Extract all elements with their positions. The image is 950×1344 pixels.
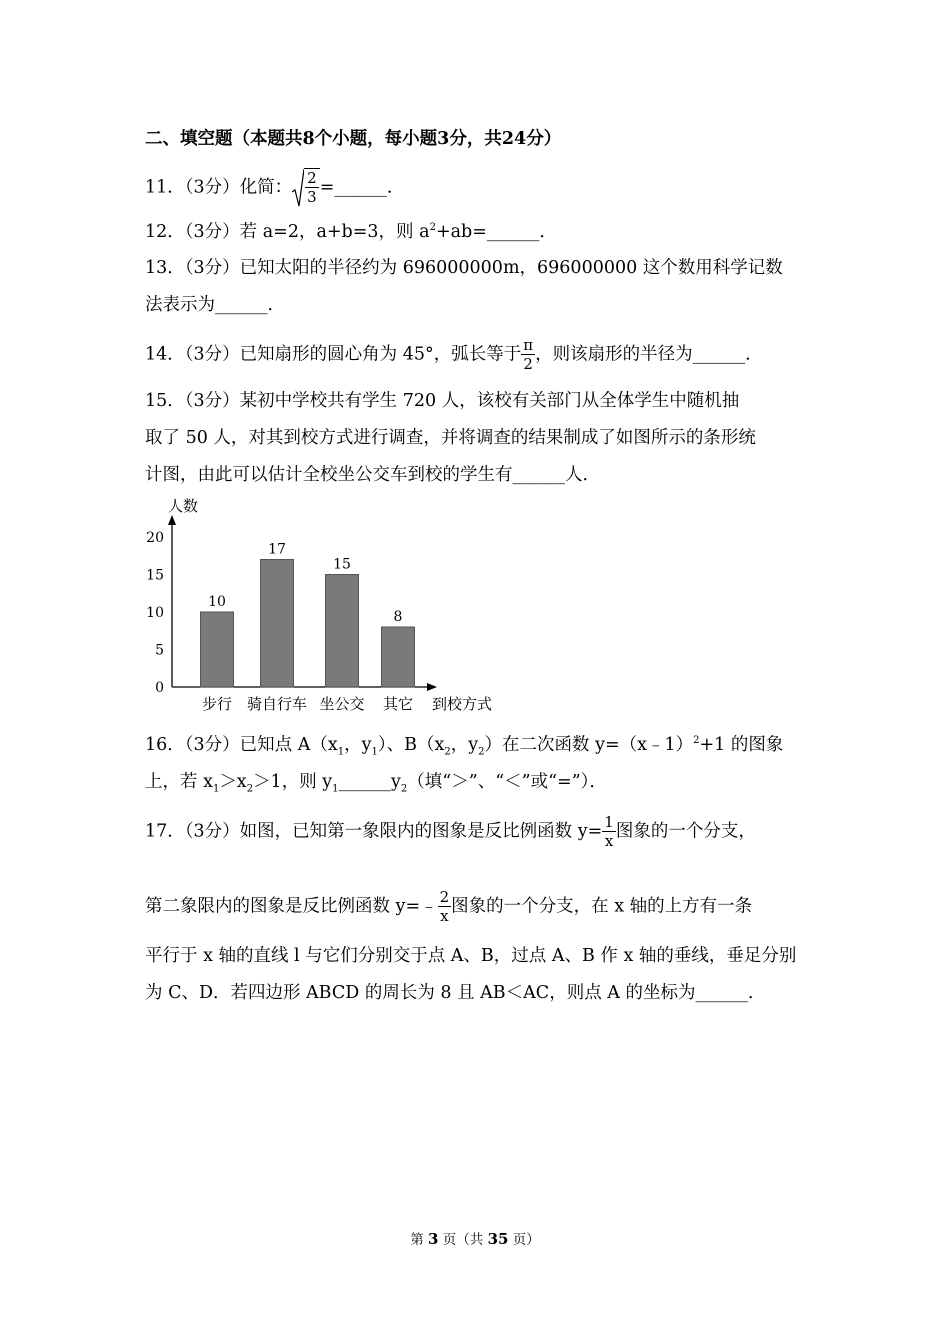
q16-text: ＞x (219, 772, 247, 792)
chart-x-axis-arrow (427, 683, 437, 691)
chart-bars (201, 560, 415, 688)
page-footer (0, 1228, 950, 1248)
question-17-line-4: 为 C、D．若四边形 ABCD 的周长为 8 且 AB＜AC，则点 A 的坐标为______． (145, 983, 766, 1003)
q16-text: ，y (450, 735, 479, 755)
q11-points: （3分） (184, 177, 240, 198)
q14-points: （3分） (184, 344, 240, 365)
question-11 (145, 168, 404, 208)
q12-points: （3分） (184, 222, 240, 242)
question-16-line-1 (145, 732, 783, 758)
q17-number: 17． (145, 821, 185, 842)
sqrt-symbol (292, 168, 320, 208)
q16-text: +1 的图象 (699, 735, 784, 755)
q16-sub: 2 (400, 783, 408, 795)
question-17-line-1 (145, 815, 756, 849)
q16-sub: 2 (444, 746, 451, 758)
chart-category-label: 骑自行车 (246, 695, 308, 713)
q16-sup: 2 (693, 735, 700, 747)
q15-points: （3分） (184, 391, 240, 411)
chart-y-axis-arrow (168, 515, 176, 525)
question-13-line-2: 法表示为______． (145, 295, 285, 315)
chart-value-label: 8 (393, 609, 403, 625)
question-17-line-3: 平行于 x 轴的直线 l 与它们分别交于点 A、B，过点 A、B 作 x 轴的垂线，垂足分别 (145, 946, 797, 966)
question-15-line-2: 取了 50 人，对其到校方式进行调查，并将调查的结果制成了如图所示的条形统 (145, 428, 756, 448)
q16-sub: 1 (337, 746, 345, 758)
chart-y-tick-label: 10 (146, 605, 164, 621)
q11-number: 11． (145, 177, 185, 198)
chart-category-label: 其它 (382, 695, 414, 713)
question-15-line-3: 计图，由此可以估计全校坐公交车到校的学生有______人． (145, 465, 600, 485)
q16-text: ）在二次函数 y=（x﹣1） (484, 735, 694, 755)
chart-x-axis-label: 到校方式 (432, 695, 493, 713)
q13-number: 13． (145, 258, 185, 278)
q16-text: ＞1，则 y (253, 772, 333, 792)
chart-category-labels (202, 695, 413, 713)
chart-y-tick-label: 20 (146, 530, 164, 546)
q17-text: 图象的一个分支， (615, 821, 756, 842)
question-12 (145, 219, 557, 245)
q11-frac-num: 2 (307, 169, 317, 187)
q17-text: 第二象限内的图象是反比例函数 y=﹣ (145, 896, 438, 917)
q16-text: （填“＞”、“＜”或“=”）． (407, 772, 607, 792)
chart-category-label: 坐公交 (319, 695, 365, 713)
q17-fraction-2 (438, 890, 452, 924)
q17-points: （3分） (184, 821, 240, 842)
chart-bar (382, 627, 415, 687)
chart-bar (326, 575, 359, 688)
q16-sub: 2 (478, 746, 485, 758)
chart-y-ticks (146, 530, 164, 696)
total-pages: 35 (487, 1230, 509, 1248)
q16-sub: 1 (371, 746, 378, 758)
bar-chart (140, 495, 520, 720)
chart-y-tick-label: 15 (146, 567, 164, 584)
q14-fraction (521, 338, 535, 372)
q12-sup: 2 (429, 222, 436, 234)
q13-text-1: 已知太阳的半径约为 696000000m，696000000 这个数用科学记数 (239, 258, 783, 278)
q17-fraction-1 (602, 815, 616, 849)
q16-text: 上，若 x (145, 772, 213, 792)
q14-text-1: 已知扇形的圆心角为 45°，弧长等于 (239, 344, 522, 365)
chart-bar (261, 560, 294, 688)
question-17-line-2 (145, 890, 752, 924)
q17-frac-den: x (604, 832, 614, 850)
chart-y-tick-label: 5 (155, 642, 164, 659)
q15-text-1: 某初中学校共有学生 720 人，该校有关部门从全体学生中随机抽 (239, 391, 740, 411)
q12-text-2: +ab=______． (435, 222, 557, 242)
chart-bar (201, 612, 234, 687)
q17-frac-num: 2 (439, 888, 450, 906)
q17-frac-num: 1 (604, 813, 614, 831)
q16-text: ）、B（x (377, 735, 445, 755)
q12-text-1: 若 a=2，a+b=3，则 a (239, 222, 430, 242)
q16-sub: 1 (332, 783, 339, 795)
chart-value-labels (208, 542, 402, 626)
q17-frac-den: x (440, 907, 449, 925)
q14-frac-den: 2 (523, 355, 533, 373)
footer-text: 页） (512, 1232, 540, 1248)
q16-number: 16． (145, 735, 185, 755)
chart-y-axis-label: 人数 (168, 497, 199, 515)
q16-points: （3分） (184, 735, 240, 755)
q13-points: （3分） (184, 258, 240, 278)
chart-value-label: 10 (208, 594, 226, 610)
footer-text: 第 (410, 1232, 424, 1248)
question-16-line-2 (145, 769, 607, 795)
chart-y-tick-label: 0 (155, 680, 164, 696)
q17-text: 图象的一个分支，在 x 轴的上方有一条 (451, 896, 753, 917)
page-number: 3 (428, 1230, 439, 1248)
q16-sub: 2 (246, 783, 254, 795)
q16-sub: 1 (212, 783, 220, 795)
q17-text: 如图，已知第一象限内的图象是反比例函数 y= (239, 821, 603, 842)
chart-value-label: 15 (333, 556, 351, 573)
q11-tail: =______． (319, 177, 405, 198)
q11-frac-den: 3 (307, 188, 317, 206)
chart-value-label: 17 (268, 541, 286, 558)
q14-number: 14． (145, 344, 185, 365)
q11-text: 化简： (239, 177, 293, 198)
question-13-line-1 (145, 255, 783, 281)
q14-text-2: ，则该扇形的半径为______． (535, 344, 763, 365)
question-15-line-1 (145, 388, 739, 414)
q14-frac-num: π (523, 336, 534, 354)
section-title: 二、填空题（本题共8个小题，每小题3分，共24分） (145, 129, 562, 149)
q15-number: 15． (145, 391, 185, 411)
q16-text: ，y (344, 735, 372, 755)
q12-number: 12． (145, 222, 185, 242)
q16-text: ______y (338, 772, 401, 792)
footer-text: 页（共 (442, 1232, 484, 1248)
chart-category-label: 步行 (201, 695, 233, 713)
question-14 (145, 338, 763, 372)
q16-text: 已知点 A（x (239, 735, 338, 755)
